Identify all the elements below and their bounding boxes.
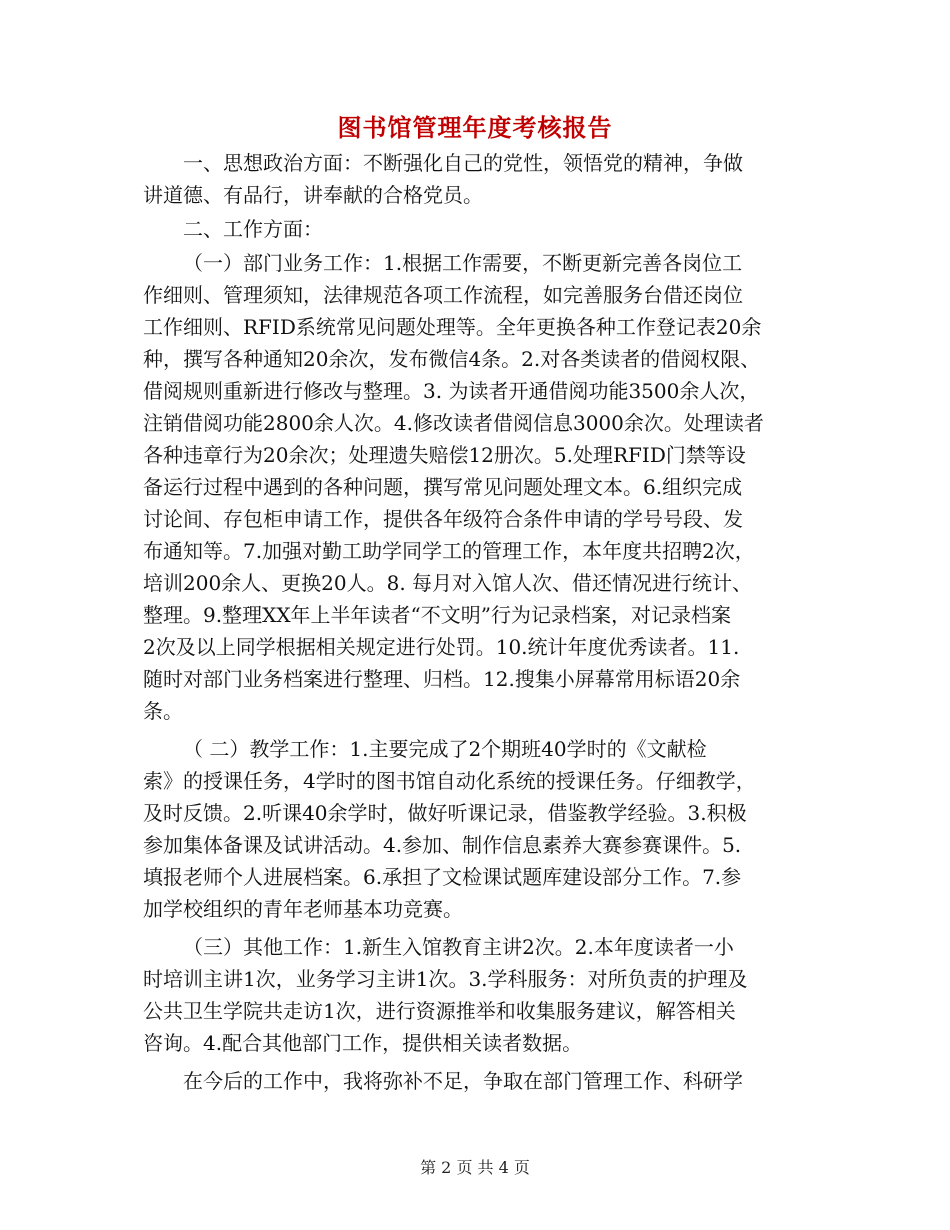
paragraph-line: 索》的授课任务，4学时的图书馆自动化系统的授课任务。仔细教学， — [143, 769, 756, 793]
paragraph-line: 培训200余人、更换20人。8. 每月对入馆人次、借还情况进行统计、 — [143, 571, 753, 595]
paragraph-line: 作细则、管理须知，法律规范各项工作流程，如完善服务台借还岗位 — [143, 283, 743, 307]
paragraph-line: 填报老师个人进展档案。6.承担了文检课试题库建设部分工作。7.参 — [143, 865, 742, 889]
paragraph-line: 工作细则、RFID系统常见问题处理等。全年更换各种工作登记表20余 — [143, 315, 762, 339]
paragraph-line: 讲道德、有品行，讲奉献的合格党员。 — [143, 183, 483, 207]
document-title: 图书馆管理年度考核报告 — [337, 114, 613, 142]
paragraph-line: （三）其他工作：1.新生入馆教育主讲2次。2.本年度读者一小 — [183, 935, 734, 959]
paragraph-line: 注销借阅功能2800余人次。4.修改读者借阅信息3000余次。处理读者 — [143, 411, 764, 435]
paragraph-line: 借阅规则重新进行修改与整理。3. 为读者开通借阅功能3500余人次， — [143, 379, 760, 403]
paragraph-line: 随时对部门业务档案进行整理、归档。12.搜集小屏幕常用标语20余 — [143, 667, 741, 691]
paragraph-line: 各种违章行为20余次；处理遗失赔偿12册次。5.处理RFID门禁等设 — [143, 443, 746, 467]
paragraph-line: 种，撰写各种通知20余次，发布微信4条。2.对各类读者的借阅权限、 — [143, 347, 761, 371]
paragraph-line: （一）部门业务工作：1.根据工作需要，不断更新完善各岗位工 — [183, 251, 743, 275]
paragraph-line: 整理。9.整理XX年上半年读者“不文明”行为记录档案，对记录档案 — [143, 603, 732, 627]
paragraph-line: 布通知等。7.加强对勤工助学同学工的管理工作，本年度共招聘2次， — [143, 539, 755, 563]
paragraph-line: 备运行过程中遇到的各种问题，撰写常见问题处理文本。6.组织完成 — [143, 475, 743, 499]
paragraph-line: 时培训主讲1次，业务学习主讲1次。3.学科服务：对所负责的护理及 — [143, 967, 748, 991]
paragraph-line: 公共卫生学院共走访1次，进行资源推举和收集服务建议，解答相关 — [143, 999, 736, 1023]
paragraph-line: 条。 — [143, 699, 183, 723]
section-heading: 二、工作方面： — [183, 217, 323, 241]
paragraph-line: 一、思想政治方面：不断强化自己的党性，领悟党的精神，争做 — [183, 151, 743, 175]
paragraph-line: （ 二）教学工作：1.主要完成了2个期班40学时的《文献检 — [183, 737, 707, 761]
paragraph-line: 2次及以上同学根据相关规定进行处罚。10.统计年度优秀读者。11. — [143, 635, 740, 659]
page-footer: 第 2 页 共 4 页 — [420, 1158, 530, 1177]
paragraph-line: 咨询。4.配合其他部门工作，提供相关读者数据。 — [143, 1031, 583, 1055]
paragraph-line: 加学校组织的青年老师基本功竞赛。 — [143, 897, 463, 921]
paragraph-line: 参加集体备课及试讲活动。4.参加、制作信息素养大赛参赛课件。5. — [143, 833, 742, 857]
paragraph-line: 及时反馈。2.听课40余学时，做好听课记录，借鉴教学经验。3.积极 — [143, 801, 747, 825]
paragraph-line: 在今后的工作中，我将弥补不足，争取在部门管理工作、科研学 — [183, 1069, 743, 1093]
paragraph-line: 讨论间、存包柜申请工作，提供各年级符合条件申请的学号号段、发 — [143, 507, 743, 531]
